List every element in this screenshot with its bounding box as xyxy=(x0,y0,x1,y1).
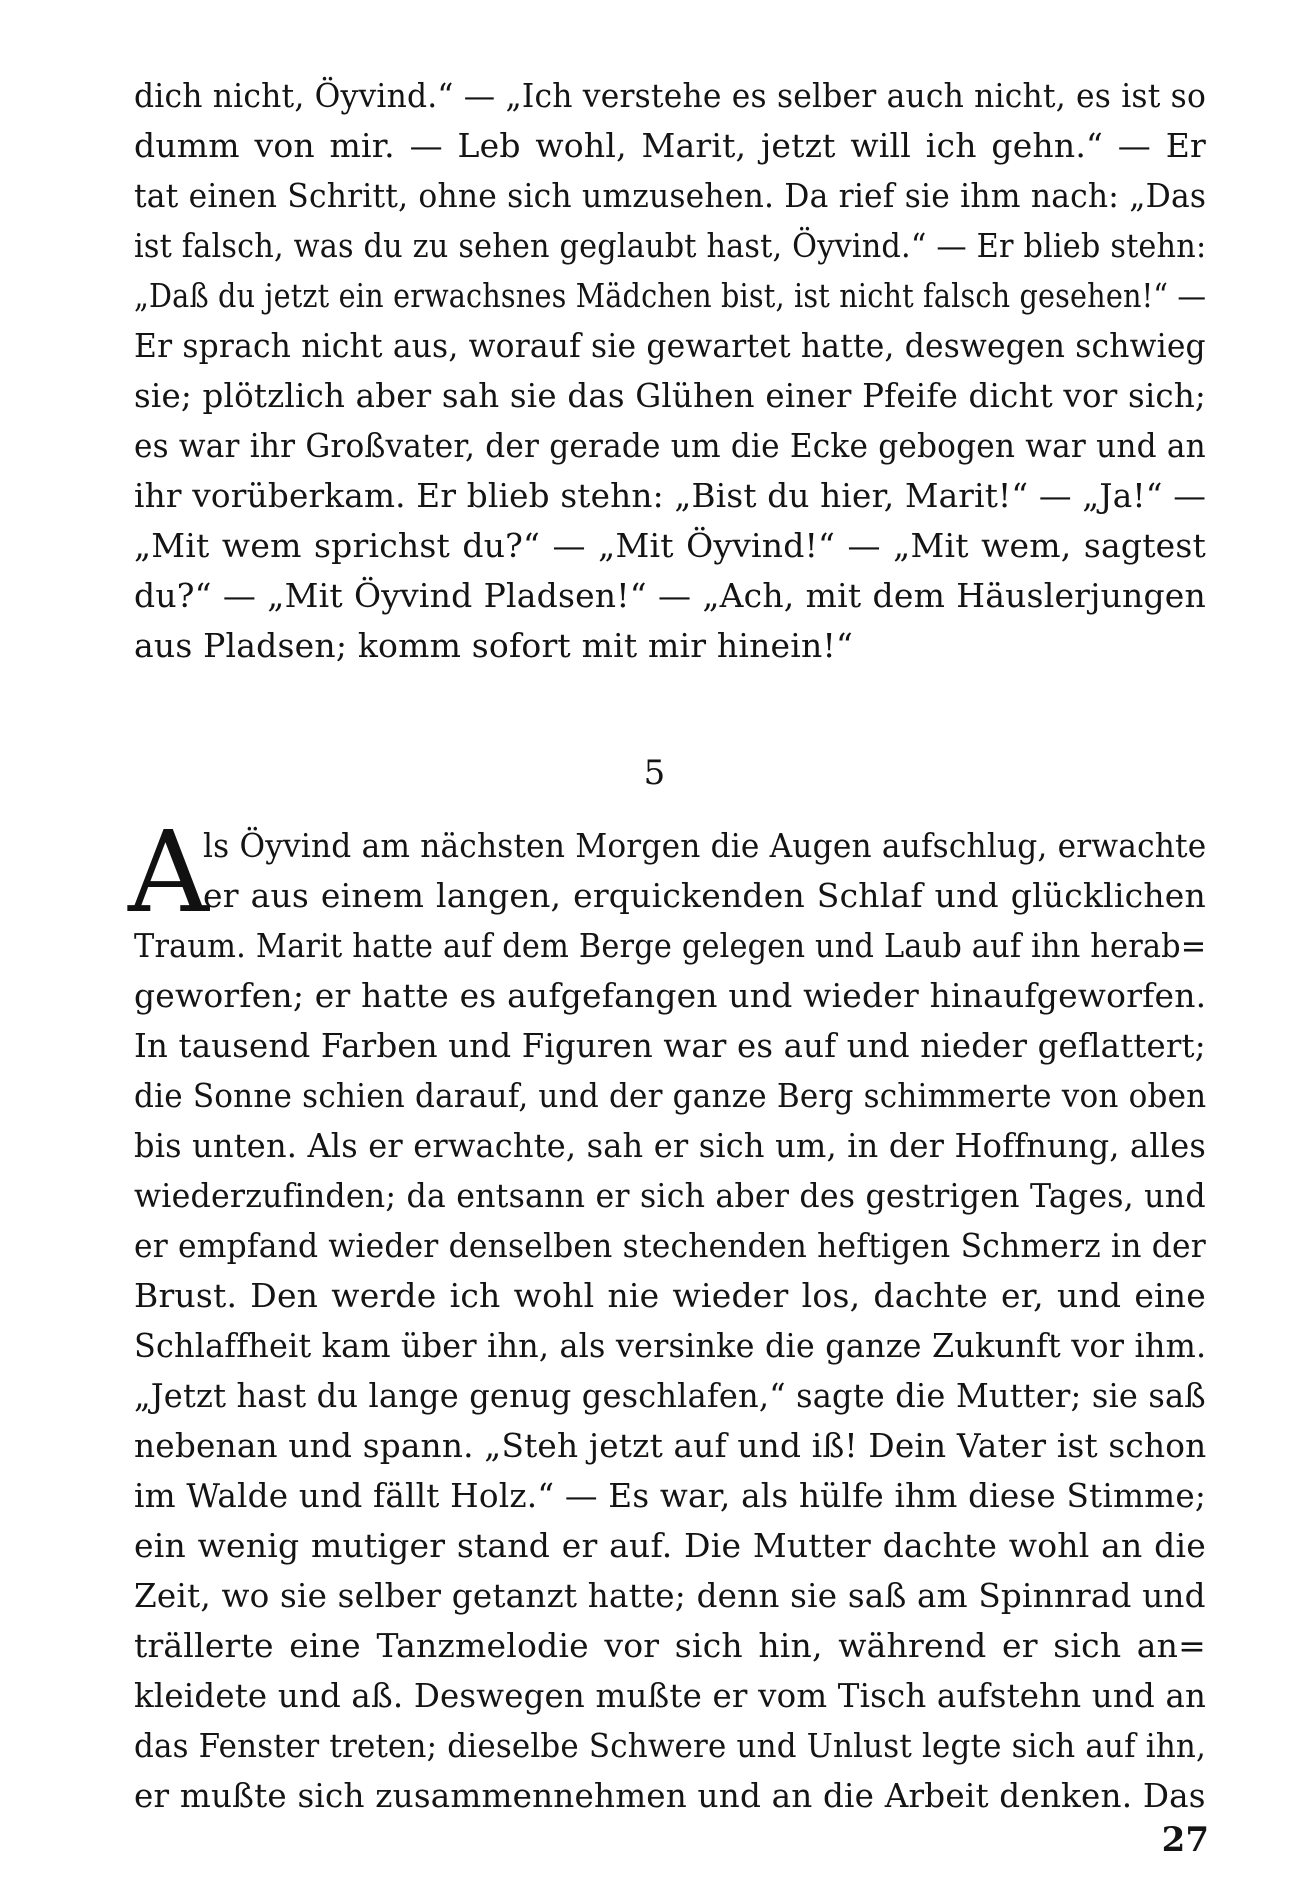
text-line: es war ihr Großvater, der gerade um die Ecke gebogen war und an xyxy=(134,426,1206,465)
text-line: kleidete und aß. Deswegen mußte er vom Tisch aufstehn und an xyxy=(134,1676,1207,1715)
text-line: trällerte eine Tanzmelodie vor sich hin, während er sich an= xyxy=(134,1626,1206,1665)
text-line: ihr vorüberkam. Er blieb stehn: „Bist du hier, Marit!“ — „Ja!“ — xyxy=(134,476,1207,515)
text-line: im Walde und fällt Holz.“ — Es war, als hülfe ihm diese Stimme; xyxy=(134,1476,1207,1515)
text-line: aus Pladsen; komm sofort mit mir hinein!“ xyxy=(134,626,854,665)
text-line: das Fenster treten; dieselbe Schwere und Unlust legte sich auf ihn, xyxy=(134,1726,1207,1765)
text-line: du?“ — „Mit Öyvind Pladsen!“ — „Ach, mit dem Häuslerjungen xyxy=(134,576,1206,615)
text-line: dich nicht, Öyvind.“ — „Ich verstehe es selber auch nicht, es ist so xyxy=(134,76,1207,115)
text-line: Zeit, wo sie selber getanzt hatte; denn sie saß am Spinnrad und xyxy=(134,1576,1206,1615)
text-line: Er sprach nicht aus, worauf sie gewartet hatte, deswegen schwieg xyxy=(134,326,1206,365)
text-line: In tausend Farben und Figuren war es auf und nieder geflattert; xyxy=(134,1026,1206,1065)
text-line: die Sonne schien darauf, und der ganze Berg schimmerte von oben xyxy=(134,1076,1207,1115)
text-line: dumm von mir. — Leb wohl, Marit, jetzt will ich gehn.“ — Er xyxy=(134,126,1206,165)
text-line: Brust. Den werde ich wohl nie wieder los, dachte er, und eine xyxy=(134,1276,1206,1315)
text-line: bis unten. Als er erwachte, sah er sich um, in der Hoffnung, alles xyxy=(134,1126,1206,1165)
text-line: „Mit wem sprichst du?“ — „Mit Öyvind!“ — „Mit wem, sagtest xyxy=(134,526,1206,565)
text-line: ls Öyvind am nächsten Morgen die Augen aufschlug, erwachte xyxy=(203,826,1207,865)
text-line: er mußte sich zusammennehmen und an die Arbeit denken. Das xyxy=(134,1776,1206,1815)
text-line: „Daß du jetzt ein erwachsnes Mädchen bist, ist nicht falsch gesehen!“ — xyxy=(134,276,1207,315)
drop-cap: A xyxy=(128,808,209,938)
text-line: sie; plötzlich aber sah sie das Glühen einer Pfeife dicht vor sich; xyxy=(134,376,1207,415)
text-line: geworfen; er hatte es aufgefangen und wieder hinaufgeworfen. xyxy=(134,976,1207,1015)
text-line: ist falsch, was du zu sehen geglaubt hast, Öyvind.“ — Er blieb stehn: xyxy=(134,226,1207,265)
text-line: Schlaffheit kam über ihn, als versinke die ganze Zukunft vor ihm. xyxy=(134,1326,1207,1365)
chapter-number: 5 xyxy=(643,753,666,793)
text-line: nebenan und spann. „Steh jetzt auf und iß! Dein Vater ist schon xyxy=(134,1426,1207,1465)
text-line: „Jetzt hast du lange genug geschlafen,“ sagte die Mutter; sie saß xyxy=(134,1376,1206,1415)
text-line: ein wenig mutiger stand er auf. Die Mutter dachte wohl an die xyxy=(134,1526,1206,1565)
page-number: 27 xyxy=(1161,1820,1209,1860)
text-line: er aus einem langen, erquickenden Schlaf und glücklichen xyxy=(203,876,1206,915)
text-line: Traum. Marit hatte auf dem Berge gelegen und Laub auf ihn herab= xyxy=(134,926,1207,965)
text-line: wiederzufinden; da entsann er sich aber des gestrigen Tages, und xyxy=(134,1176,1206,1215)
text-line: er empfand wieder denselben stechenden heftigen Schmerz in der xyxy=(134,1226,1206,1265)
text-line: tat einen Schritt, ohne sich umzusehen. Da rief sie ihm nach: „Das xyxy=(134,176,1207,215)
